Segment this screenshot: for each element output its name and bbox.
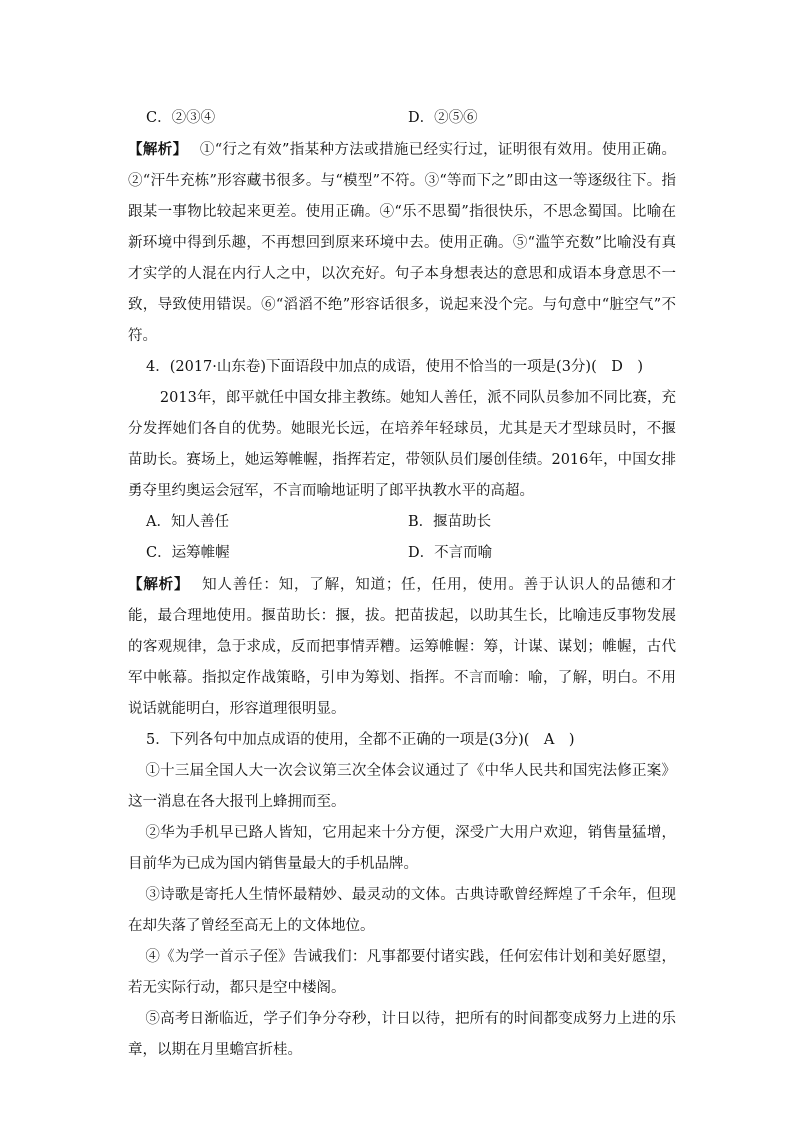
q5-item-5: ⑤高考日渐临近，学子们争分夺秒，计日以待，把所有的时间都变成努力上进的乐章，以期在月里蟾宫折桂。 [128, 1011, 676, 1058]
q5-stem: 5．下列各句中加点成语的使用，全都不正确的一项是(3分)( A ) [146, 732, 575, 748]
q3-analysis [128, 134, 676, 352]
q5-item-4: ④《为学一首示子侄》告诫我们：凡事都要付诸实践，任何宏伟计划和美好愿望，若无实际行动，都只是空中楼阁。 [128, 949, 676, 996]
option-d: D．②⑤⑥ [408, 110, 478, 126]
document-page [128, 103, 677, 1066]
q4-option-d: D．不言而喻 [408, 545, 493, 561]
analysis-label: 【解析】 [128, 141, 188, 158]
q5-item-2: ②华为手机早已路人皆知，它用起来十分方便，深受广大用户欢迎，销售量猛增，目前华为已成为国内销售量最大的手机品牌。 [128, 825, 676, 872]
q4-option-c: C．运筹帷幄 [146, 545, 230, 561]
q4-options-row-2 [146, 538, 676, 569]
analysis-text: ①“行之有效”指某种方法或措施已经实行过，证明很有效用。使用正确。②“汗牛充栋”形容藏书很多。与“模型”不符。③“等而下之”即由这一等逐级往下。指跟某一事物比较起来更差。使用正确。④“乐不思蜀”指很快乐，不思念蜀国。比喻在新环境中得到乐趣，不再想回到原来环境中去。使用正确。⑤“滥竽充数”比喻没有真才实学的人混在内行人之中，以次充好。句子本身想表达的意思和成语本身意思不一致，导致使用错误。⑥“滔滔不绝”形容话很多，说起来没个完。与句意中“脏空气”不符。 [128, 142, 677, 344]
q4-option-a: A．知人善任 [146, 514, 229, 530]
q4-stem: 4．(2017·山东卷)下面语段中加点的成语，使用不恰当的一项是(3分)( D ) [146, 359, 644, 375]
q5-item-3: ③诗歌是寄托人生情怀最精妙、最灵动的文体。古典诗歌曾经辉煌了千余年，但现在却失落了曾经至高无上的文体地位。 [128, 887, 676, 934]
q4-options-row-1 [146, 507, 676, 538]
top-options-row [146, 103, 676, 134]
q4-analysis [128, 569, 676, 725]
q5-item-1: ①十三届全国人大一次会议第三次全体会议通过了《中华人民共和国宪法修正案》这一消息在各大报刊上蜂拥而至。 [128, 763, 676, 810]
q4-analysis-label: 【解析】 [128, 576, 190, 593]
option-c: C．②③④ [146, 110, 216, 126]
q4-passage: 2013年，郎平就任中国女排主教练。她知人善任，派不同队员参加不同比赛，充分发挥她们各自的优势。她眼光长远，在培养年轻球员，尤其是天才型球员时，不揠苗助长。赛场上，她运筹帷幄，指挥若定，带领队员们屡创佳绩。2016年，中国女排勇夺里约奥运会冠军，不言而喻地证明了郎平执教水平的高超。 [128, 390, 676, 499]
q4-option-b: B．揠苗助长 [408, 514, 492, 530]
q4-analysis-text: 知人善任：知，了解，知道；任，任用，使用。善于认识人的品德和才能，最合理地使用。揠苗助长：揠，拔。把苗拔起，以助其生长，比喻违反事物发展的客观规律，急于求成，反而把事情弄糟。运筹帷幄：筹，计谋、谋划；帷幄，古代军中帐幕。指拟定作战策略，引申为筹划、指挥。不言而喻：喻，了解，明白。不用说话就能明白，形容道理很明显。 [128, 577, 677, 717]
